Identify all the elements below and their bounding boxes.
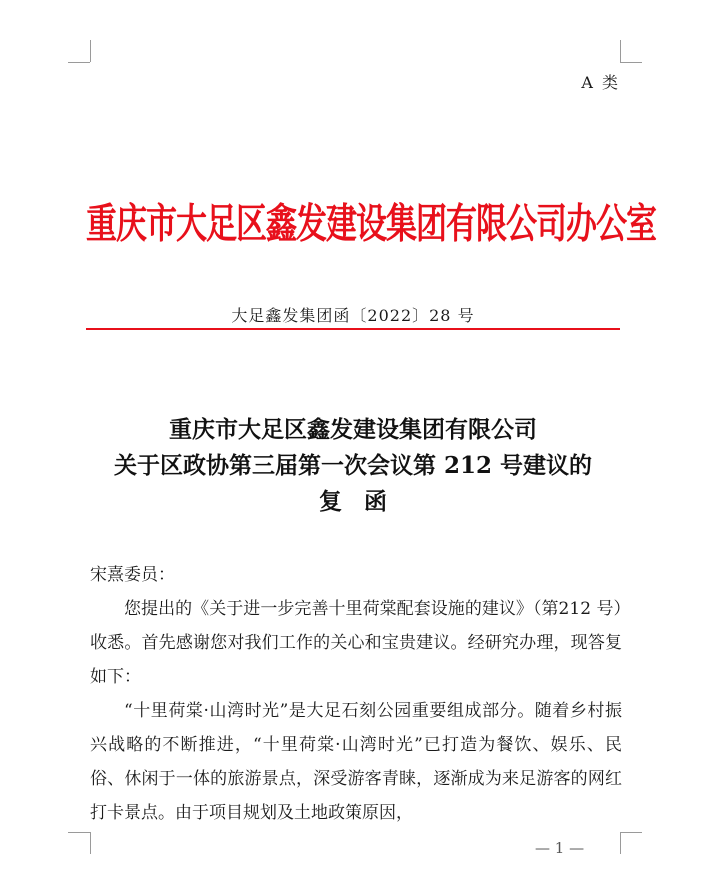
crop-mark-bottom-left-v (90, 832, 91, 854)
classification-mark: A 类 (581, 73, 620, 92)
document-body (90, 558, 622, 830)
red-separator-line (86, 328, 620, 330)
issuer-header: 重庆市大足区鑫发建设集团有限公司办公室 (86, 200, 656, 249)
crop-mark-top-left-v (90, 40, 91, 62)
body-paragraph-2: “十里荷棠·山湾时光”是大足石刻公园重要组成部分。随着乡村振兴战略的不断推进，“十里荷棠·山湾时光”已打造为餐饮、娱乐、民俗、休闲于一体的旅游景点，深受游客青睐，逐渐成为来足游客的网红打卡景点。由于项目规划及土地政策原因， (90, 701, 622, 823)
crop-mark-top-right-v (620, 40, 621, 62)
body-paragraph-1: 您提出的《关于进一步完善十里荷棠配套设施的建议》（第212 号）收悉。首先感谢您对我们工作的关心和宝贵建议。经研究办理，现答复如下： (90, 599, 622, 687)
title-line-2: 关于区政协第三届第一次会议第 212 号建议的 (113, 452, 593, 479)
greeting: 宋熹委员： (90, 565, 175, 585)
document-title (86, 412, 620, 520)
page-number: — 1 — (535, 839, 585, 857)
crop-mark-bottom-right-v (620, 832, 621, 854)
title-line-3: 复函 (319, 488, 409, 515)
crop-mark-bottom-left-h (68, 832, 90, 833)
crop-mark-top-left-h (68, 62, 90, 63)
title-line-1: 重庆市大足区鑫发建设集团有限公司 (169, 416, 537, 443)
crop-mark-bottom-right-h (620, 832, 642, 833)
document-number: 大足鑫发集团函〔2022〕28 号 (231, 306, 475, 325)
crop-mark-top-right-h (620, 62, 642, 63)
